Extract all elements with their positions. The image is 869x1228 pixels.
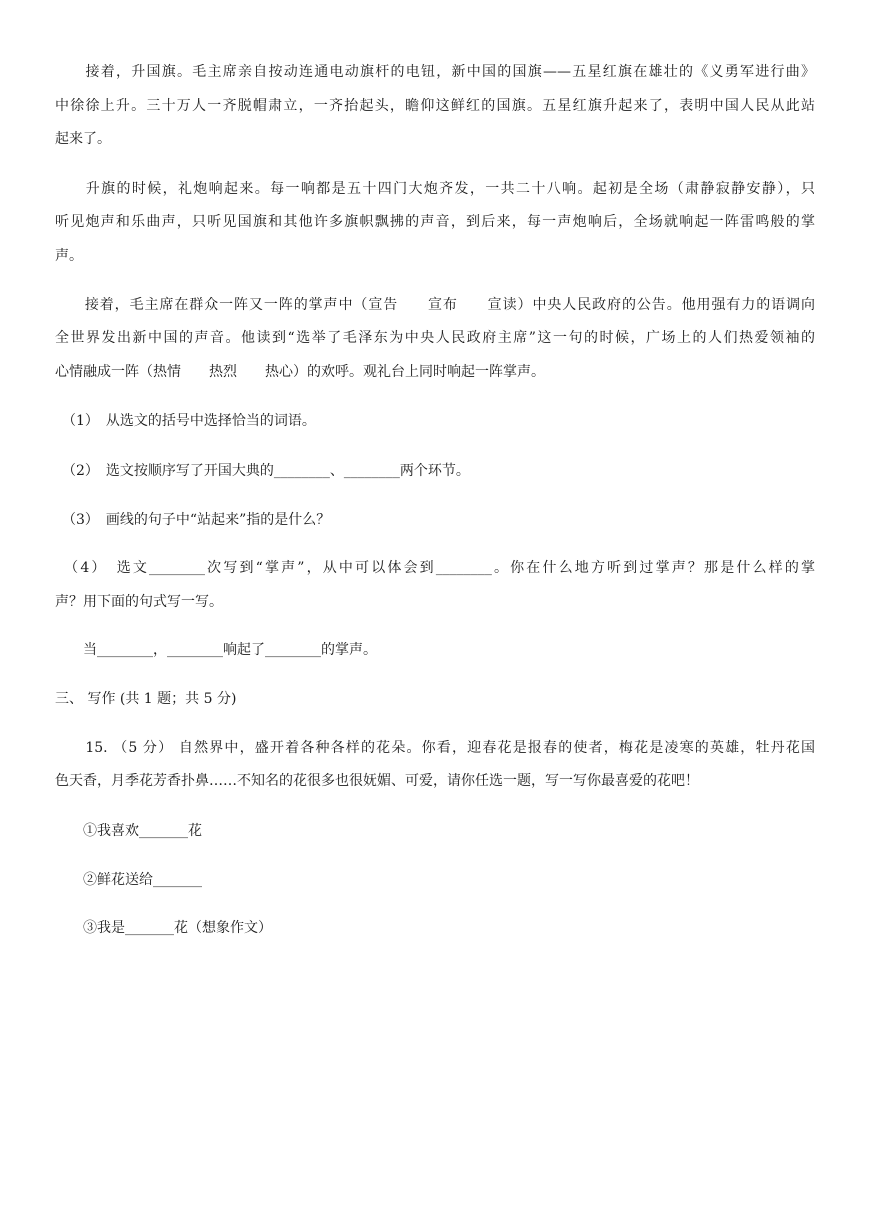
passage-p2-line2: 听见炮声和乐曲声，只听见国旗和其他许多旗帜飘拂的声音，到后来，每一声炮响后，全场就响起一阵雷鸣般的掌 [55, 214, 815, 230]
question-4-line2: 声？用下面的句式写一写。 [55, 594, 223, 610]
question-15-option-1: ①我喜欢_______花 [55, 823, 202, 839]
passage-p1-line3: 起来了。 [55, 131, 111, 147]
question-15-line2: 色天香，月季花芳香扑鼻……不知名的花很多也很妩媚、可爱，请你任选一题，写一写你最喜爱的花吧！ [55, 773, 699, 789]
question-3: （3） 画线的句子中“站起来”指的是什么？ [55, 512, 331, 528]
passage-p1-line1: 接着，升国旗。毛主席亲自按动连通电动旗杆的电钮，新中国的国旗——五星红旗在雄壮的《义勇军进行曲》 [55, 64, 815, 80]
passage-p2-line1: 升旗的时候，礼炮响起来。每一响都是五十四门大炮齐发，一共二十八响。起初是全场（肃静寂静安静），只 [55, 181, 815, 197]
question-15-option-3: ③我是_______花（想象作文） [55, 920, 272, 936]
passage-p3-line3: 心情融成一阵（热情 热烈 热心）的欢呼。观礼台上同时响起一阵掌声。 [55, 364, 545, 380]
question-4-sentence-pattern: 当________，________响起了________的掌声。 [55, 642, 377, 658]
passage-p3-line1: 接着，毛主席在群众一阵又一阵的掌声中（宣告 宣布 宣读）中央人民政府的公告。他用强有力的语调向 [55, 297, 815, 313]
passage-p1-line2: 中徐徐上升。三十万人一齐脱帽肃立，一齐抬起头，瞻仰这鲜红的国旗。五星红旗升起来了，表明中国人民从此站 [55, 98, 815, 114]
question-1: （1） 从选文的括号中选择恰当的词语。 [55, 413, 316, 429]
passage-p2-line3: 声。 [55, 248, 83, 264]
passage-p3-line2: 全世界发出新中国的声音。他读到“选举了毛泽东为中央人民政府主席”这一句的时候，广场上的人们热爱领袖的 [55, 330, 815, 346]
question-15-option-2: ②鲜花送给_______ [55, 872, 202, 888]
question-2: （2） 选文按顺序写了开国大典的________、________两个环节。 [55, 463, 470, 479]
section-heading: 三、 写作 (共 1 题；共 5 分) [55, 691, 237, 707]
question-15-line1: 15. （5 分） 自然界中，盛开着各种各样的花朵。你看，迎春花是报春的使者，梅花是凌寒的英雄，牡丹花国 [55, 740, 815, 756]
question-4-line1: （4） 选文________次写到“掌声”，从中可以体会到________。你在什么地方听到过掌声？那是什么样的掌 [55, 560, 815, 576]
